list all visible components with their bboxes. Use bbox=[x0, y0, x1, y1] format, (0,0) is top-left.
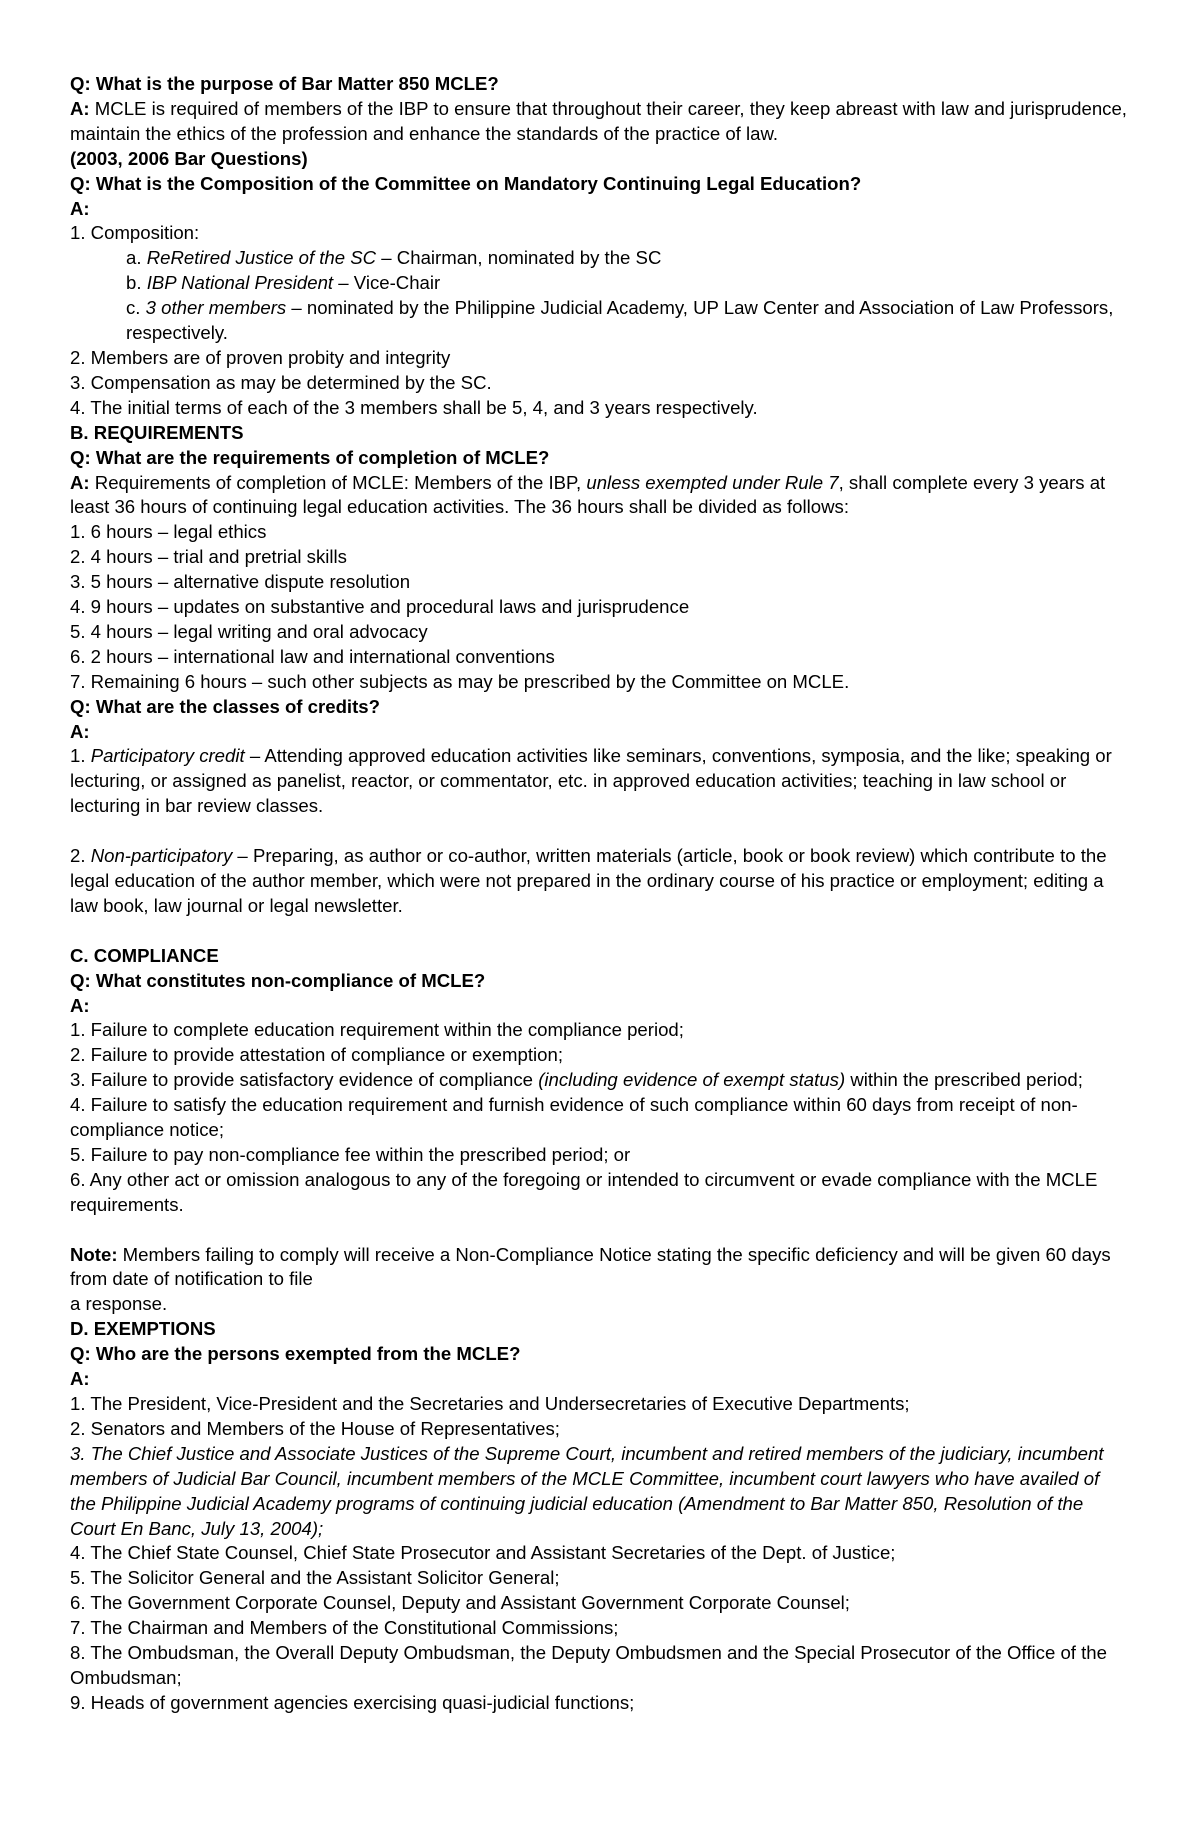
list-item: 3. Compensation as may be determined by the SC. bbox=[70, 371, 492, 393]
list-item: 6. The Government Corporate Counsel, Deputy and Assistant Government Corporate Counsel; bbox=[70, 1592, 850, 1614]
list-item: 3. The Chief Justice and Associate Justices of the Supreme Court, incumbent and retired members of the judiciary, incumbent members of Judicial Bar Council, incumbent members of the MCLE Committee, incumbent court lawyers who have availed of the Philippine Judicial Academy programs of continuing judicial education (Amendment to Bar Matter 850, Resolution of the Court En Banc, July 13, 2004); bbox=[70, 1442, 1104, 1539]
note bbox=[70, 1243, 1130, 1293]
answer-label: A: bbox=[70, 720, 90, 742]
answer-label: A: bbox=[70, 471, 90, 493]
credit-text: – Preparing, as author or co-author, written materials (article, book or book review) which contribute to the legal education of the author member, which were not prepared in the ordinary course of his practice or employment; editing a law book, law journal or legal newsletter. bbox=[70, 845, 1107, 916]
list-item: 2. Senators and Members of the House of Representatives; bbox=[70, 1417, 560, 1439]
list-item: 4. The initial terms of each of the 3 members shall be 5, 4, and 3 years respectively. bbox=[70, 396, 758, 418]
sub-item-term: IBP National President bbox=[146, 272, 334, 294]
list-item-text: 3. Failure to provide satisfactory evidence of compliance bbox=[70, 1069, 539, 1091]
credit-participatory bbox=[70, 744, 1130, 819]
spacer bbox=[70, 919, 1130, 944]
note-continuation: a response. bbox=[70, 1293, 168, 1315]
bar-reference: (2003, 2006 Bar Questions) bbox=[70, 147, 308, 169]
question-credits: Q: What are the classes of credits? bbox=[70, 695, 380, 717]
section-heading-exemptions: D. EXEMPTIONS bbox=[70, 1318, 216, 1340]
list-item: 1. Failure to complete education requirement within the compliance period; bbox=[70, 1019, 684, 1041]
sub-item-text: – Chairman, nominated by the SC bbox=[376, 247, 662, 269]
list-item-emphasis: (including evidence of exempt status) bbox=[538, 1069, 846, 1091]
answer-text: MCLE is required of members of the IBP to ensure that throughout their career, they keep abreast with law and jurisprudence, maintain the ethics of the profession and enhance the standards of the practice of law. bbox=[70, 97, 1127, 144]
list-item: 1. The President, Vice-President and the Secretaries and Undersecretaries of Executive Departments; bbox=[70, 1392, 910, 1414]
list-item: 1. 6 hours – legal ethics bbox=[70, 521, 267, 543]
list-item bbox=[70, 1068, 1130, 1093]
sub-item-prefix: c. bbox=[126, 297, 146, 319]
list-item: 5. The Solicitor General and the Assistant Solicitor General; bbox=[70, 1567, 560, 1589]
note-label: Note: bbox=[70, 1243, 118, 1265]
answer-label: A: bbox=[70, 197, 90, 219]
answer-text: , shall complete every 3 years at least 36 hours of continuing legal education activities. The 36 hours shall be divided as follows: bbox=[70, 471, 1106, 518]
list-item: 4. The Chief State Counsel, Chief State Prosecutor and Assistant Secretaries of the Dept. of Justice; bbox=[70, 1542, 896, 1564]
answer-label: A: bbox=[70, 97, 90, 119]
answer-purpose bbox=[70, 97, 1130, 147]
question-compliance: Q: What constitutes non-compliance of MCLE? bbox=[70, 969, 486, 991]
list-item: 7. Remaining 6 hours – such other subjects as may be prescribed by the Committee on MCLE. bbox=[70, 670, 850, 692]
sub-item bbox=[70, 296, 1130, 346]
section-heading-requirements: B. REQUIREMENTS bbox=[70, 421, 244, 443]
sub-item bbox=[70, 246, 1130, 271]
list-item: 4. Failure to satisfy the education requirement and furnish evidence of such compliance within 60 days from receipt of non-compliance notice; bbox=[70, 1094, 1078, 1141]
list-item: 2. Members are of proven probity and integrity bbox=[70, 346, 451, 368]
list-item: 2. 4 hours – trial and pretrial skills bbox=[70, 546, 347, 568]
answer-label: A: bbox=[70, 994, 90, 1016]
sub-item bbox=[70, 271, 1130, 296]
sub-item-prefix: a. bbox=[126, 247, 147, 269]
answer-requirements bbox=[70, 471, 1130, 521]
list-item: 1. Composition: bbox=[70, 222, 200, 244]
list-item: 4. 9 hours – updates on substantive and procedural laws and jurisprudence bbox=[70, 596, 690, 618]
credit-term: Participatory credit bbox=[90, 745, 245, 767]
list-item: 9. Heads of government agencies exercising quasi-judicial functions; bbox=[70, 1691, 635, 1713]
question-composition: Q: What is the Composition of the Committee on Mandatory Continuing Legal Education? bbox=[70, 172, 862, 194]
sub-item-text: – nominated by the Philippine Judicial Academy, UP Law Center and Association of Law Professors, respectively. bbox=[126, 297, 1114, 344]
list-item: 2. Failure to provide attestation of compliance or exemption; bbox=[70, 1044, 563, 1066]
list-item: 8. The Ombudsman, the Overall Deputy Ombudsman, the Deputy Ombudsmen and the Special Prosecutor of the Office of the Ombudsman; bbox=[70, 1642, 1107, 1688]
sub-item-text: – Vice-Chair bbox=[333, 272, 441, 294]
list-item: 5. 4 hours – legal writing and oral advocacy bbox=[70, 620, 428, 642]
sub-item-term: 3 other members bbox=[145, 297, 287, 319]
question-purpose: Q: What is the purpose of Bar Matter 850 MCLE? bbox=[70, 73, 499, 94]
list-item: 6. Any other act or omission analogous to any of the foregoing or intended to circumvent or evade compliance with the MCLE requirements. bbox=[70, 1168, 1098, 1215]
answer-emphasis: unless exempted under Rule 7 bbox=[586, 471, 839, 493]
answer-label: A: bbox=[70, 1368, 90, 1390]
list-prefix: 2. bbox=[70, 845, 91, 867]
credit-text: – Attending approved education activities like seminars, conventions, symposia, and the like; speaking or lecturing, or assigned as panelist, reactor, or commentator, etc. in approved education activities; teaching in law school or lecturing in bar review classes. bbox=[70, 745, 1112, 817]
list-item: 3. 5 hours – alternative dispute resolution bbox=[70, 571, 411, 593]
list-item: 5. Failure to pay non-compliance fee within the prescribed period; or bbox=[70, 1143, 631, 1165]
sub-item-term: ReRetired Justice of the SC bbox=[146, 247, 377, 269]
answer-text: Requirements of completion of MCLE: Members of the IBP, bbox=[89, 471, 587, 493]
spacer bbox=[70, 819, 1130, 844]
spacer bbox=[70, 1218, 1130, 1243]
list-item: 7. The Chairman and Members of the Constitutional Commissions; bbox=[70, 1617, 619, 1639]
list-prefix: 1. bbox=[70, 745, 91, 767]
credit-term: Non-participatory bbox=[90, 845, 233, 867]
question-requirements: Q: What are the requirements of completion of MCLE? bbox=[70, 446, 550, 468]
question-exemptions: Q: Who are the persons exempted from the MCLE? bbox=[70, 1343, 521, 1365]
section-heading-compliance: C. COMPLIANCE bbox=[70, 944, 219, 966]
credit-non-participatory bbox=[70, 844, 1130, 919]
note-text: Members failing to comply will receive a Non-Compliance Notice stating the specific deficiency and will be given 60 days from date of notification to file bbox=[70, 1243, 1111, 1290]
sub-item-prefix: b. bbox=[126, 272, 147, 294]
list-item-text: within the prescribed period; bbox=[845, 1069, 1083, 1091]
list-item: 6. 2 hours – international law and international conventions bbox=[70, 645, 555, 667]
